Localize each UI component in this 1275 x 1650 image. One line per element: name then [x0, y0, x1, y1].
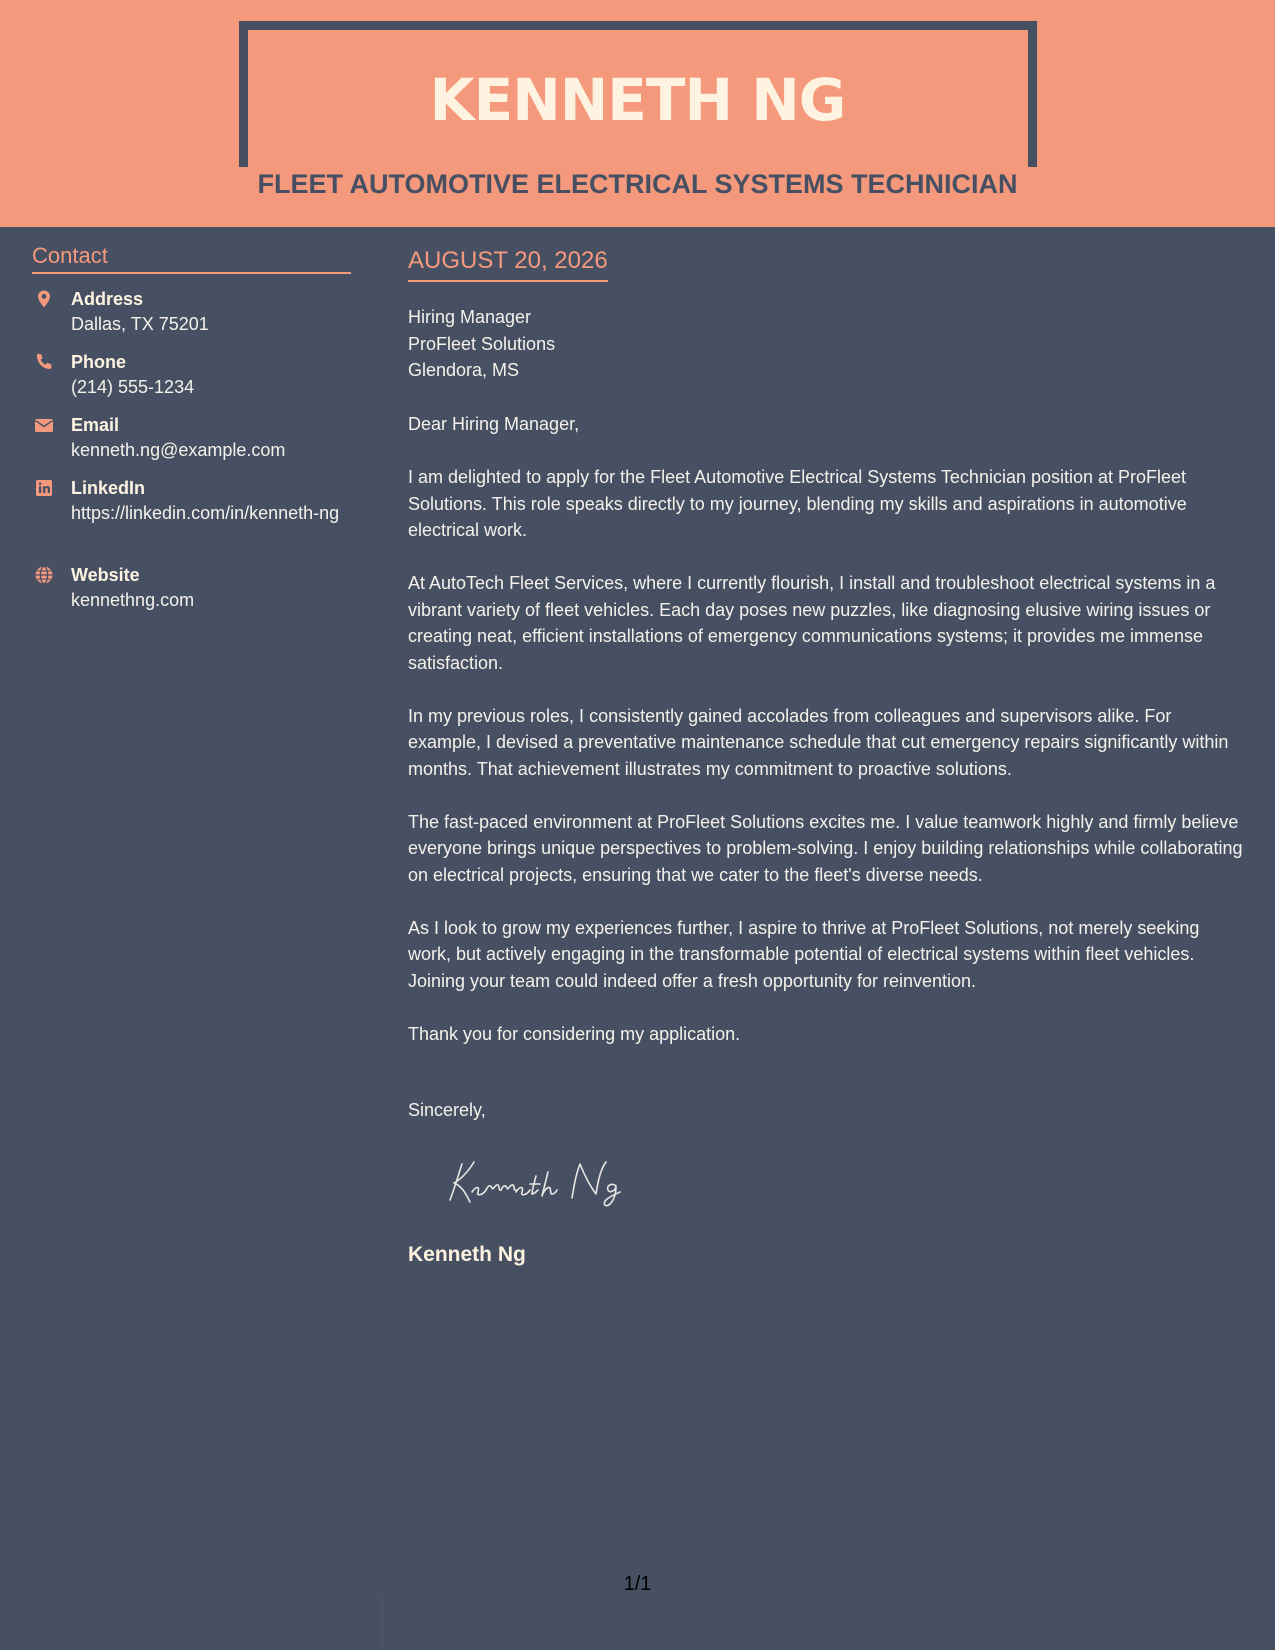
contact-label: Email: [71, 415, 120, 435]
phone-icon: [34, 352, 54, 372]
job-title: FLEET AUTOMOTIVE ELECTRICAL SYSTEMS TECHNICIAN: [257, 169, 1018, 199]
salutation: Dear Hiring Manager,: [408, 414, 580, 434]
contact-label: LinkedIn: [71, 478, 146, 498]
contact-label: Website: [71, 565, 140, 585]
body-paragraph: The fast-paced environment at ProFleet Solutions excites me. I value teamwork highly and firmly believe everyone brings unique perspectives to problem-solving. I enjoy building relationships while collaborating on electrical projects, ensuring that we cater to the fleet's diverse needs.: [408, 811, 1243, 885]
linkedin-link[interactable]: https://linkedin.com/in/kenneth-ng: [71, 503, 340, 523]
letter-body: [408, 411, 1243, 1074]
header-banner: [0, 0, 1275, 227]
page-number: 1/1: [623, 1573, 652, 1595]
envelope-icon: [34, 415, 54, 435]
recipient-block: [408, 304, 555, 384]
contact-heading: Contact: [32, 241, 351, 274]
phone-value: (214) 555-1234: [71, 377, 195, 397]
applicant-name: KENNETH NG: [429, 66, 846, 134]
linkedin-icon: [34, 478, 54, 498]
body-paragraph: As I look to grow my experiences further, I aspire to thrive at ProFleet Solutions, not merely seeking work, but actively engaging in the transformable potential of electrical systems within fleet vehicles. Joining your team could indeed offer a fresh opportunity for reinvention.: [408, 917, 1200, 991]
recipient-name: Hiring Manager: [408, 307, 532, 327]
recipient-location: Glendora, MS: [408, 360, 520, 380]
contact-label: Phone: [71, 352, 127, 372]
address-value: Dallas, TX 75201: [71, 314, 209, 334]
thank-you-line: Thank you for considering my application.: [408, 1023, 741, 1044]
handwritten-signature: [444, 1150, 644, 1210]
letter-date: AUGUST 20, 2026: [408, 245, 608, 282]
recipient-company: ProFleet Solutions: [408, 333, 556, 354]
globe-icon: [34, 565, 54, 585]
map-pin-icon: [34, 289, 54, 309]
closing: Sincerely,: [408, 1100, 486, 1120]
body-paragraph: At AutoTech Fleet Services, where I currently flourish, I install and troubleshoot electrical systems in a vibrant variety of fleet vehicles. Each day poses new puzzles, like diagnosing elusive wiring issues or creating neat, efficient installations of emergency communications systems; it provides me immense satisfaction.: [408, 573, 1216, 673]
body-paragraph: I am delighted to apply for the Fleet Automotive Electrical Systems Technician position at ProFleet Solutions. This role speaks directly to my journey, blending my skills and aspirations in automotive electrical work.: [408, 467, 1187, 540]
contact-label: Address: [71, 289, 144, 309]
column-divider: [382, 1598, 383, 1650]
signer-name: Kenneth Ng: [408, 1243, 526, 1266]
website-link[interactable]: kennethng.com: [71, 590, 195, 610]
email-link[interactable]: kenneth.ng@example.com: [71, 440, 286, 460]
body-paragraph: In my previous roles, I consistently gained accolades from colleagues and supervisors alike. For example, I devised a preventative maintenance schedule that cut emergency repairs significantly within months. That achievement illustrates my commitment to proactive solutions.: [408, 705, 1229, 779]
